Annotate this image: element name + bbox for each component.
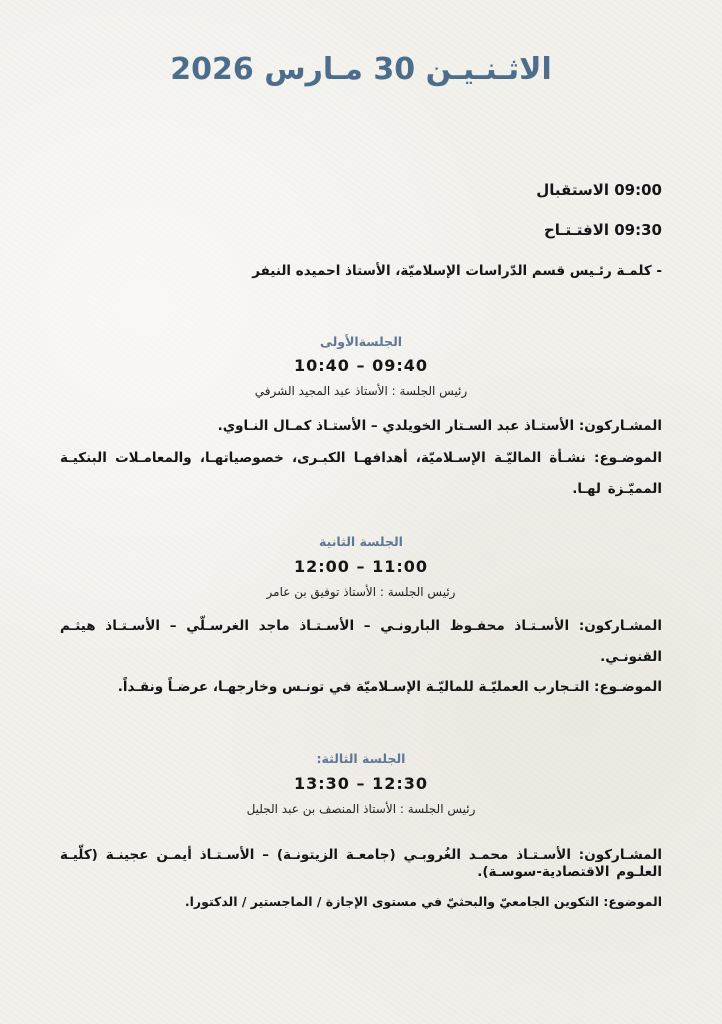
session-3-title: الجلسة الثالثة: <box>316 751 406 766</box>
session-2-time: 11:00 – 12:00 <box>293 557 428 576</box>
session-3-topic: الموضوع: التكوين الجامعيّ والبحثيّ في مستوى الإجازة / الماجستير / الدكتورا. <box>184 894 662 909</box>
session-1-topic: الموضـوع: نشـأة الماليّـة الإسـلاميّة، أهدافهـا الكبـرى، خصوصياتهـا، والمعامـلات البنكيـة المميّـزة لهـا. <box>60 450 662 497</box>
session-2-title: الجلسة الثانية <box>319 534 403 549</box>
session-3-chair: رئيس الجلسة : الأستاذ المنصف بن عبد الجليل <box>246 802 476 816</box>
opening-speech: - كلمـة رئـيس قسم الدّراسات الإسلاميّة، الأستاذ احميده النيفر <box>252 263 662 279</box>
session-2-topic: الموضـوع: التـجارب العمليّـة للماليّـة الإسـلاميّة في تونـس وخارجهـا، عرضـاً ونقـداً. <box>117 679 662 695</box>
session-2-participants: المشـاركون: الأسـتـاذ محفـوظ البارونـي – الأسـتـاذ ماجد الغرسـلّي – الأسـتـاذ هيثـم القنونـي. <box>60 618 662 665</box>
opening-line: 09:30 الافتـتـاح <box>543 221 662 239</box>
session-1-time: 09:40 – 10:40 <box>293 356 428 375</box>
page-title: الاثـنـيـن 30 مـارس 2026 <box>170 52 552 87</box>
session-3-time: 12:30 – 13:30 <box>293 774 428 793</box>
session-3-participants: المشـاركون: الأسـتـاذ محمـد الغُروبـي (جامعـة الزيتونـة) – الأسـتـاذ أيمـن عجينـة (كلّيـة العلـوم الاقتصادية-سوسـة). <box>60 847 662 880</box>
session-2-chair: رئيس الجلسة : الأستاذ توفيق بن عامر <box>266 585 456 599</box>
session-1-participants: المشـاركون: الأستـاذ عبد السـتار الخويلدي – الأستـاذ كمـال النـاوي. <box>217 418 662 434</box>
session-1-chair: رئيس الجلسة : الأستاذ عبد المجيد الشرفي <box>254 384 468 398</box>
session-1-title: الجلسةالأولى <box>319 334 403 349</box>
reception-line: 09:00 الاستقبال <box>536 181 662 199</box>
